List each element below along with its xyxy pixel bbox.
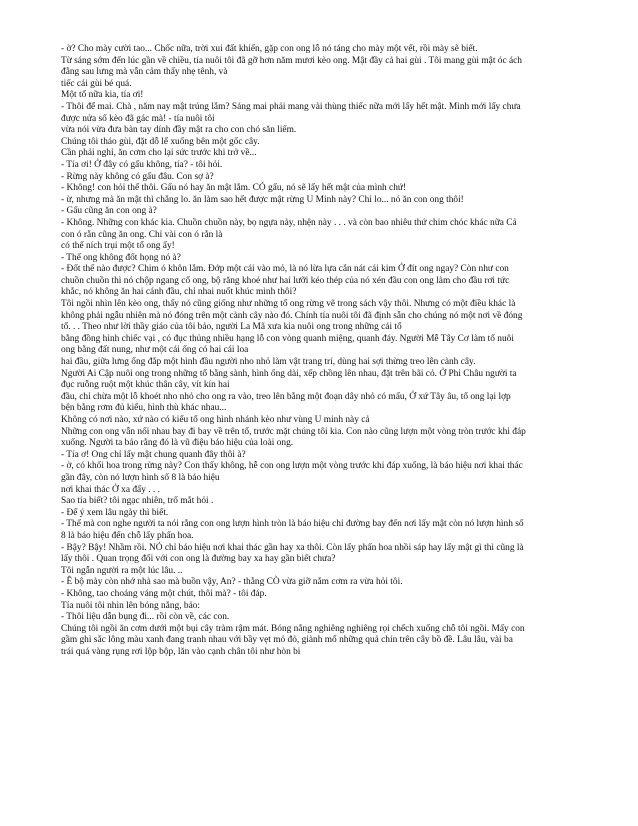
text-line: - ừ, nhưng mà ăn mật thì chẳng lo. ăn làm sao hết được mật rừng U Minh này? Chỉ lo... nó ăn con ong thôi! bbox=[61, 194, 464, 205]
text-line: - Bậy? Bậy! Nhầm rồi. NÓ chỉ báo hiệu nơi khai thác gần hay xa thôi. Còn lấy phấn hoa nhồi sáp hay lấy mật gì thì cũng là bbox=[61, 542, 524, 553]
text-line: - Không! con hỏi thế thôi. Gấu nó hay ăn mật lắm. CÓ gấu, nó sẽ lấy hết mật của mình chứ! bbox=[61, 183, 407, 194]
text-line: - ờ, có khối hoa trong rừng này? Con thấy không, hễ con ong lượn một vòng trước khi đáp xuống, là báo hiệu nơi khai thác bbox=[61, 461, 523, 472]
text-line: không phải ngẫu nhiên mà nó đóng trên một cành cây nào đó. Chính tía nuôi tôi đã định sẵn cho chúng nó một nơi về đóng bbox=[61, 310, 523, 321]
text-line: được nửa số kèo đã gác mà! - tía nuôi tôi bbox=[61, 113, 215, 124]
text-line: gầm ghì sắc lông màu xanh đang tranh nhau với bầy vẹt mỏ đỏ, giành mổ những quả chín trên cây bồ đề. Lâu lâu, vài ba bbox=[61, 635, 513, 646]
text-line: Từ sáng sớm đến lúc gần về chiều, tía nuôi tôi đã gỡ hơn năm mươi kèo ong. Mật đầy cả hai gùi . Tôi mang gùi mật óc ách bbox=[61, 55, 522, 66]
text-line: Tía nuôi tôi nhìn lên bóng nắng, bảo: bbox=[61, 600, 201, 611]
text-line: - Ê bộ mày còn nhớ nhà sao mà buồn vậy, An? - thằng CÒ vừa giỡ nắm cơm ra vừa hỏi tôi. bbox=[61, 577, 403, 588]
text-line: Những con ong vẫn nối nhau bay đi bay về trên tổ, trước mặt chúng tôi kia. Con nào cũng lượn một vòng tròn trước khi đáp bbox=[61, 426, 526, 437]
text-line: có thể ních trụi một tổ ong ấy! bbox=[61, 241, 175, 252]
text-line: - Rừng này không có gấu đâu. Con sợ à? bbox=[61, 171, 214, 182]
text-line: - Thế ong không đốt họng nó à? bbox=[61, 252, 181, 263]
text-line: tiếc cái gùi bé quá. bbox=[61, 78, 132, 89]
text-line: Chúng tôi ngồi ăn cơm dưới một bụi cây tràm rậm mát. Bóng nắng nghiêng nghiêng rọi chếch xuống chỗ tôi ngồi. Mấy con bbox=[61, 623, 525, 634]
text-line: vừa nói vừa đưa bàn tay dính đầy mật ra cho con chó săn liếm. bbox=[61, 125, 297, 136]
text-line: - Tía ơ! Ong chỉ lấy mật chung quanh đây thôi à? bbox=[61, 449, 246, 460]
document-body bbox=[61, 44, 590, 658]
text-line: Sao tía biết? tôi ngạc nhiên, trố mắt hỏi . bbox=[61, 496, 214, 507]
text-line: con ó rằn cũng ăn ong. Chỉ vài con ó rằn là bbox=[61, 229, 223, 240]
text-line: Không có nơi nào, xứ nào có kiểu tổ ong hình nhánh kèo như vùng U minh này cả bbox=[61, 415, 370, 425]
text-line: trái quá vàng rụng rơi lộp bộp, lăn vào cạnh chân tôi như hòn bi bbox=[61, 646, 301, 657]
text-line: bện bằng rơm đủ kiểu, hình thù khác nhau... bbox=[61, 403, 227, 414]
text-line: - Thôi để mai. Chà , năm nay mật trúng lắm? Sáng mai phải mang vài thùng thiếc nữa mới lấy hết mật. Mình mới lấy chưa bbox=[61, 101, 521, 112]
text-line: ong bằng đất nung, như một cái ống có hai cái loa bbox=[61, 345, 249, 356]
text-line: nơi khai thác Ở xa đấy . . . bbox=[61, 484, 160, 495]
text-line: khắc, nó không ăn hai cánh đầu, chỉ nhai nuốt khúc mình thôi? bbox=[61, 287, 297, 298]
text-line: Cần phải nghỉ, ăn cơm cho lại sức trước khi trở về... bbox=[61, 148, 257, 159]
text-line: Một tổ nữa kia, tía ơi! bbox=[61, 90, 144, 101]
text-line: - Không. Những con khác kia. Chuồn chuồn này, bọ ngựa này, nhện này . . . và còn bao nhiêu thứ chim chóc khác nữa Cả bbox=[61, 217, 517, 228]
text-line: - Thôi liệu dẫn bụng đi... rồi còn về, các con. bbox=[61, 612, 230, 623]
text-line: gần đây, còn nó lượn hình số 8 là báo hiệu bbox=[61, 472, 220, 483]
text-line: - ờ? Cho mày cười tao... Chốc nữa, trời xui đất khiến, gặp con ong lỗ nó táng cho mày một vết, rồi mày sẽ biết. bbox=[61, 44, 478, 54]
text-line: tổ. . . Theo như lời thầy giáo của tôi bảo, người La Mã xưa kia nuôi ong trong những cái tổ bbox=[61, 322, 402, 333]
text-line: hai đầu, giữa lưng ống đắp một hình đầu người nho nhỏ làm vật trang trí, dùng hai sợi thừng treo lên cành cây. bbox=[61, 357, 476, 368]
text-line: lấy thôi . Quan trọng đối với con ong là đường bay xa hay gần biết chưa? bbox=[61, 554, 336, 565]
text-line: - Để ý xem lâu ngày thì biết. bbox=[61, 507, 169, 518]
text-line: Người Ai Cập nuôi ong trong những tổ bằng sành, hình ống dài, xếp chồng lên nhau, đặt trên bãi cỏ. Ở Phi Châu người ta bbox=[61, 368, 517, 379]
text-line: đục ruỗng ruột một khúc thân cây, vít kín hai bbox=[61, 380, 230, 391]
text-line: - Thế mà con nghe người ta nói rằng con ong lượn hình tròn là báo hiệu chỉ đường bay đến nơi lấy mật còn nó lượn hình số bbox=[61, 519, 524, 530]
text-line: Tôi ngồi nhìn lên kèo ong, thấy nó cũng giống như những tổ ong rừng vẽ trong sách vậy thôi. Nhưng có một điều khác là bbox=[61, 299, 516, 310]
text-line: - Gấu cũng ăn con ong à? bbox=[61, 206, 157, 217]
text-line: xuống. Người ta bảo rằng đó là vũ điệu báo hiệu của loài ong. bbox=[61, 438, 294, 449]
text-line: - Tía ơi! Ở đây có gấu không, tía? - tôi hỏi. bbox=[61, 159, 223, 170]
text-line: Tôi ngẫn người ra một lúc lâu. .. bbox=[61, 565, 183, 576]
text-line: - Không, tao choáng váng một chút, thôi mà? - tôi đáp. bbox=[61, 588, 267, 599]
text-line: - Đốt thế nào được? Chim ó khôn lắm. Đớp một cái vào mỏ, là nó lừa lựa cắn nát cái kim Ở đít ong ngay? Còn như con bbox=[61, 264, 509, 275]
text-line: đằng sau lưng mà vẫn cảm thấy nhẹ tênh, và bbox=[61, 67, 228, 78]
text-line: 8 là báo hiệu đến chỗ lấy phấn hoa. bbox=[61, 530, 194, 541]
text-line: đầu, chỉ chừa một lỗ khoét nho nhỏ cho ong ra vào, treo lên bằng một đoạn dây nhỏ có mấu, Ở xứ Tây âu, tổ ong lại lợp bbox=[61, 391, 511, 402]
text-line: Chúng tôi tháo gùi, đặt dỗ lể xuống bên một gốc cây. bbox=[61, 136, 260, 147]
text-line: bằng đồng hình chiếc vại , có đục thủng nhiều hạng lỗ con vòng quanh miệng, quanh đáy. Người Mễ Tây Cơ làm tổ nuôi bbox=[61, 333, 514, 344]
text-line: chuồn chuồn thì nó chộp ngang cổ ong, bộ răng khoẻ như hai lưỡi kéo thép của nó xén đầu con ong làm cho đầu rơi tức bbox=[61, 275, 510, 286]
